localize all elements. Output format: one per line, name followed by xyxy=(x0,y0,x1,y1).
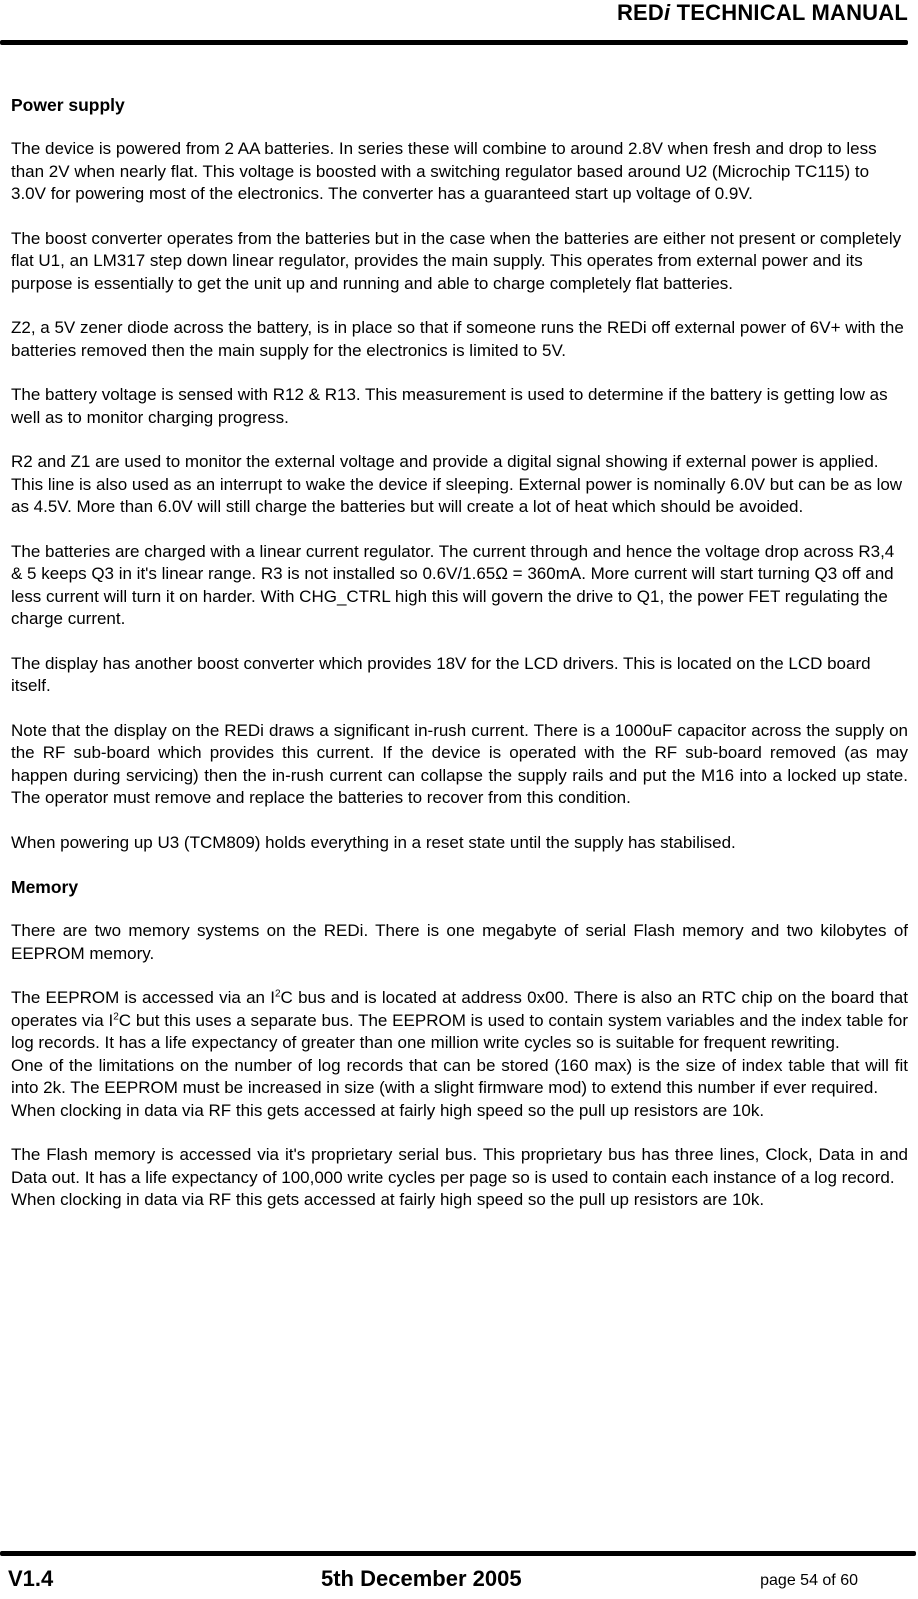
memory-paragraph-5: The Flash memory is accessed via it's proprietary serial bus. This proprietary bus has three lines, Clock, Data in and Data out. It has a life expectancy of 100,000 write cycles per page so is used to contain each instance of a log record. xyxy=(11,1145,908,1187)
power-paragraph-4: The battery voltage is sensed with R12 & R13. This measurement is used to determine if the battery is getting low as well as to monitor charging progress. xyxy=(11,385,888,427)
page-number: page 54 of 60 xyxy=(760,1572,858,1589)
memory-paragraph-1: There are two memory systems on the REDi. There is one megabyte of serial Flash memory and two kilobytes of EEPROM memory. xyxy=(11,921,908,963)
footer-rule xyxy=(0,1551,916,1556)
title-italic: i xyxy=(664,0,671,25)
power-paragraph-2: The boost converter operates from the batteries but in the case when the batteries are either not present or completely flat U1, an LM317 step down linear regulator, provides the main supply. This operates from external power and its purpose is essentially to get the unit up and running and able to charge completely flat batteries. xyxy=(11,228,902,293)
date-label: 5th December 2005 xyxy=(321,1566,522,1591)
power-paragraph-1: The device is powered from 2 AA batteries. In series these will combine to around 2.8V when fresh and drop to less than 2V when nearly flat. This voltage is boosted with a switching regulator based around U2 (Microchip TC115) to 3.0V for powering most of the electronics. The converter has a guaranteed start up voltage of 0.9V. xyxy=(11,139,877,203)
power-paragraph-3: Z2, a 5V zener diode across the battery, is in place so that if someone runs the REDi off external power of 6V+ with the batteries removed then the main supply for the electronics is limited to 5V. xyxy=(11,318,904,360)
memory-paragraph-6: When clocking in data via RF this gets accessed at fairly high speed so the pull up resistors are 10k. xyxy=(11,1190,765,1209)
title-suffix: TECHNICAL MANUAL xyxy=(670,0,908,25)
power-supply-heading: Power supply xyxy=(11,95,125,115)
power-paragraph-9: When powering up U3 (TCM809) holds everything in a reset state until the supply has stabilised. xyxy=(11,832,736,852)
power-paragraph-5: R2 and Z1 are used to monitor the external voltage and provide a digital signal showing if external power is applied. This line is also used as an interrupt to wake the device if sleeping. External power is nominally 6.0V but can be as low as 4.5V. More than 6.0V will still charge the batteries but will create a lot of heat which should be avoided. xyxy=(11,452,903,516)
memory-paragraph-3: One of the limitations on the number of log records that can be stored (160 max) is the size of index table that will fit into 2k. The EEPROM must be increased in size (with a slight firmware mod) to extend this number if ever required. xyxy=(11,1055,908,1097)
header-rule xyxy=(0,40,908,45)
memory-paragraph-2: The EEPROM is accessed via an $I^2C$ bus and is located at address 0x00. There is also an RTC chip on the board that operates via $I^2C$ but this uses a separate bus. The EEPROM is used to contain system variables and the index table for log records. It has a life expectancy of greater than one million write cycles so is suitable for frequent rewriting. xyxy=(11,988,908,1052)
version-label: V1.4 xyxy=(8,1566,54,1591)
memory-paragraph-4: When clocking in data via RF this gets accessed at fairly high speed so the pull up resistors are 10k. xyxy=(11,1100,765,1120)
memory-heading: Memory xyxy=(11,877,79,897)
page-body xyxy=(11,94,908,1212)
power-paragraph-7: The display has another boost converter which provides 18V for the LCD drivers. This is located on the LCD board itself. xyxy=(11,653,871,695)
power-paragraph-8: Note that the display on the REDi draws a significant in-rush current. There is a 1000uF capacitor across the supply on the RF sub-board which provides this current. If the device is operated with the RF sub-board removed (as may happen during servicing) then the in-rush current can collapse the supply rails and put the M16 into a locked up state. The operator must remove and replace the batteries to recover from this condition. xyxy=(11,720,908,807)
power-paragraph-6: The batteries are charged with a linear current regulator. The current through and hence the voltage drop across R3,4 & 5 keeps Q3 in it's linear range. R3 is not installed so 0.6V/1.65Ω = 360mA. More current will start turning Q3 off and less current will turn it on harder. With CHG_CTRL high this will govern the drive to Q1, the power FET regulating the charge current. xyxy=(11,541,895,628)
title-prefix: RED xyxy=(616,0,665,25)
page-footer xyxy=(8,1566,858,1596)
manual-title xyxy=(617,0,908,26)
